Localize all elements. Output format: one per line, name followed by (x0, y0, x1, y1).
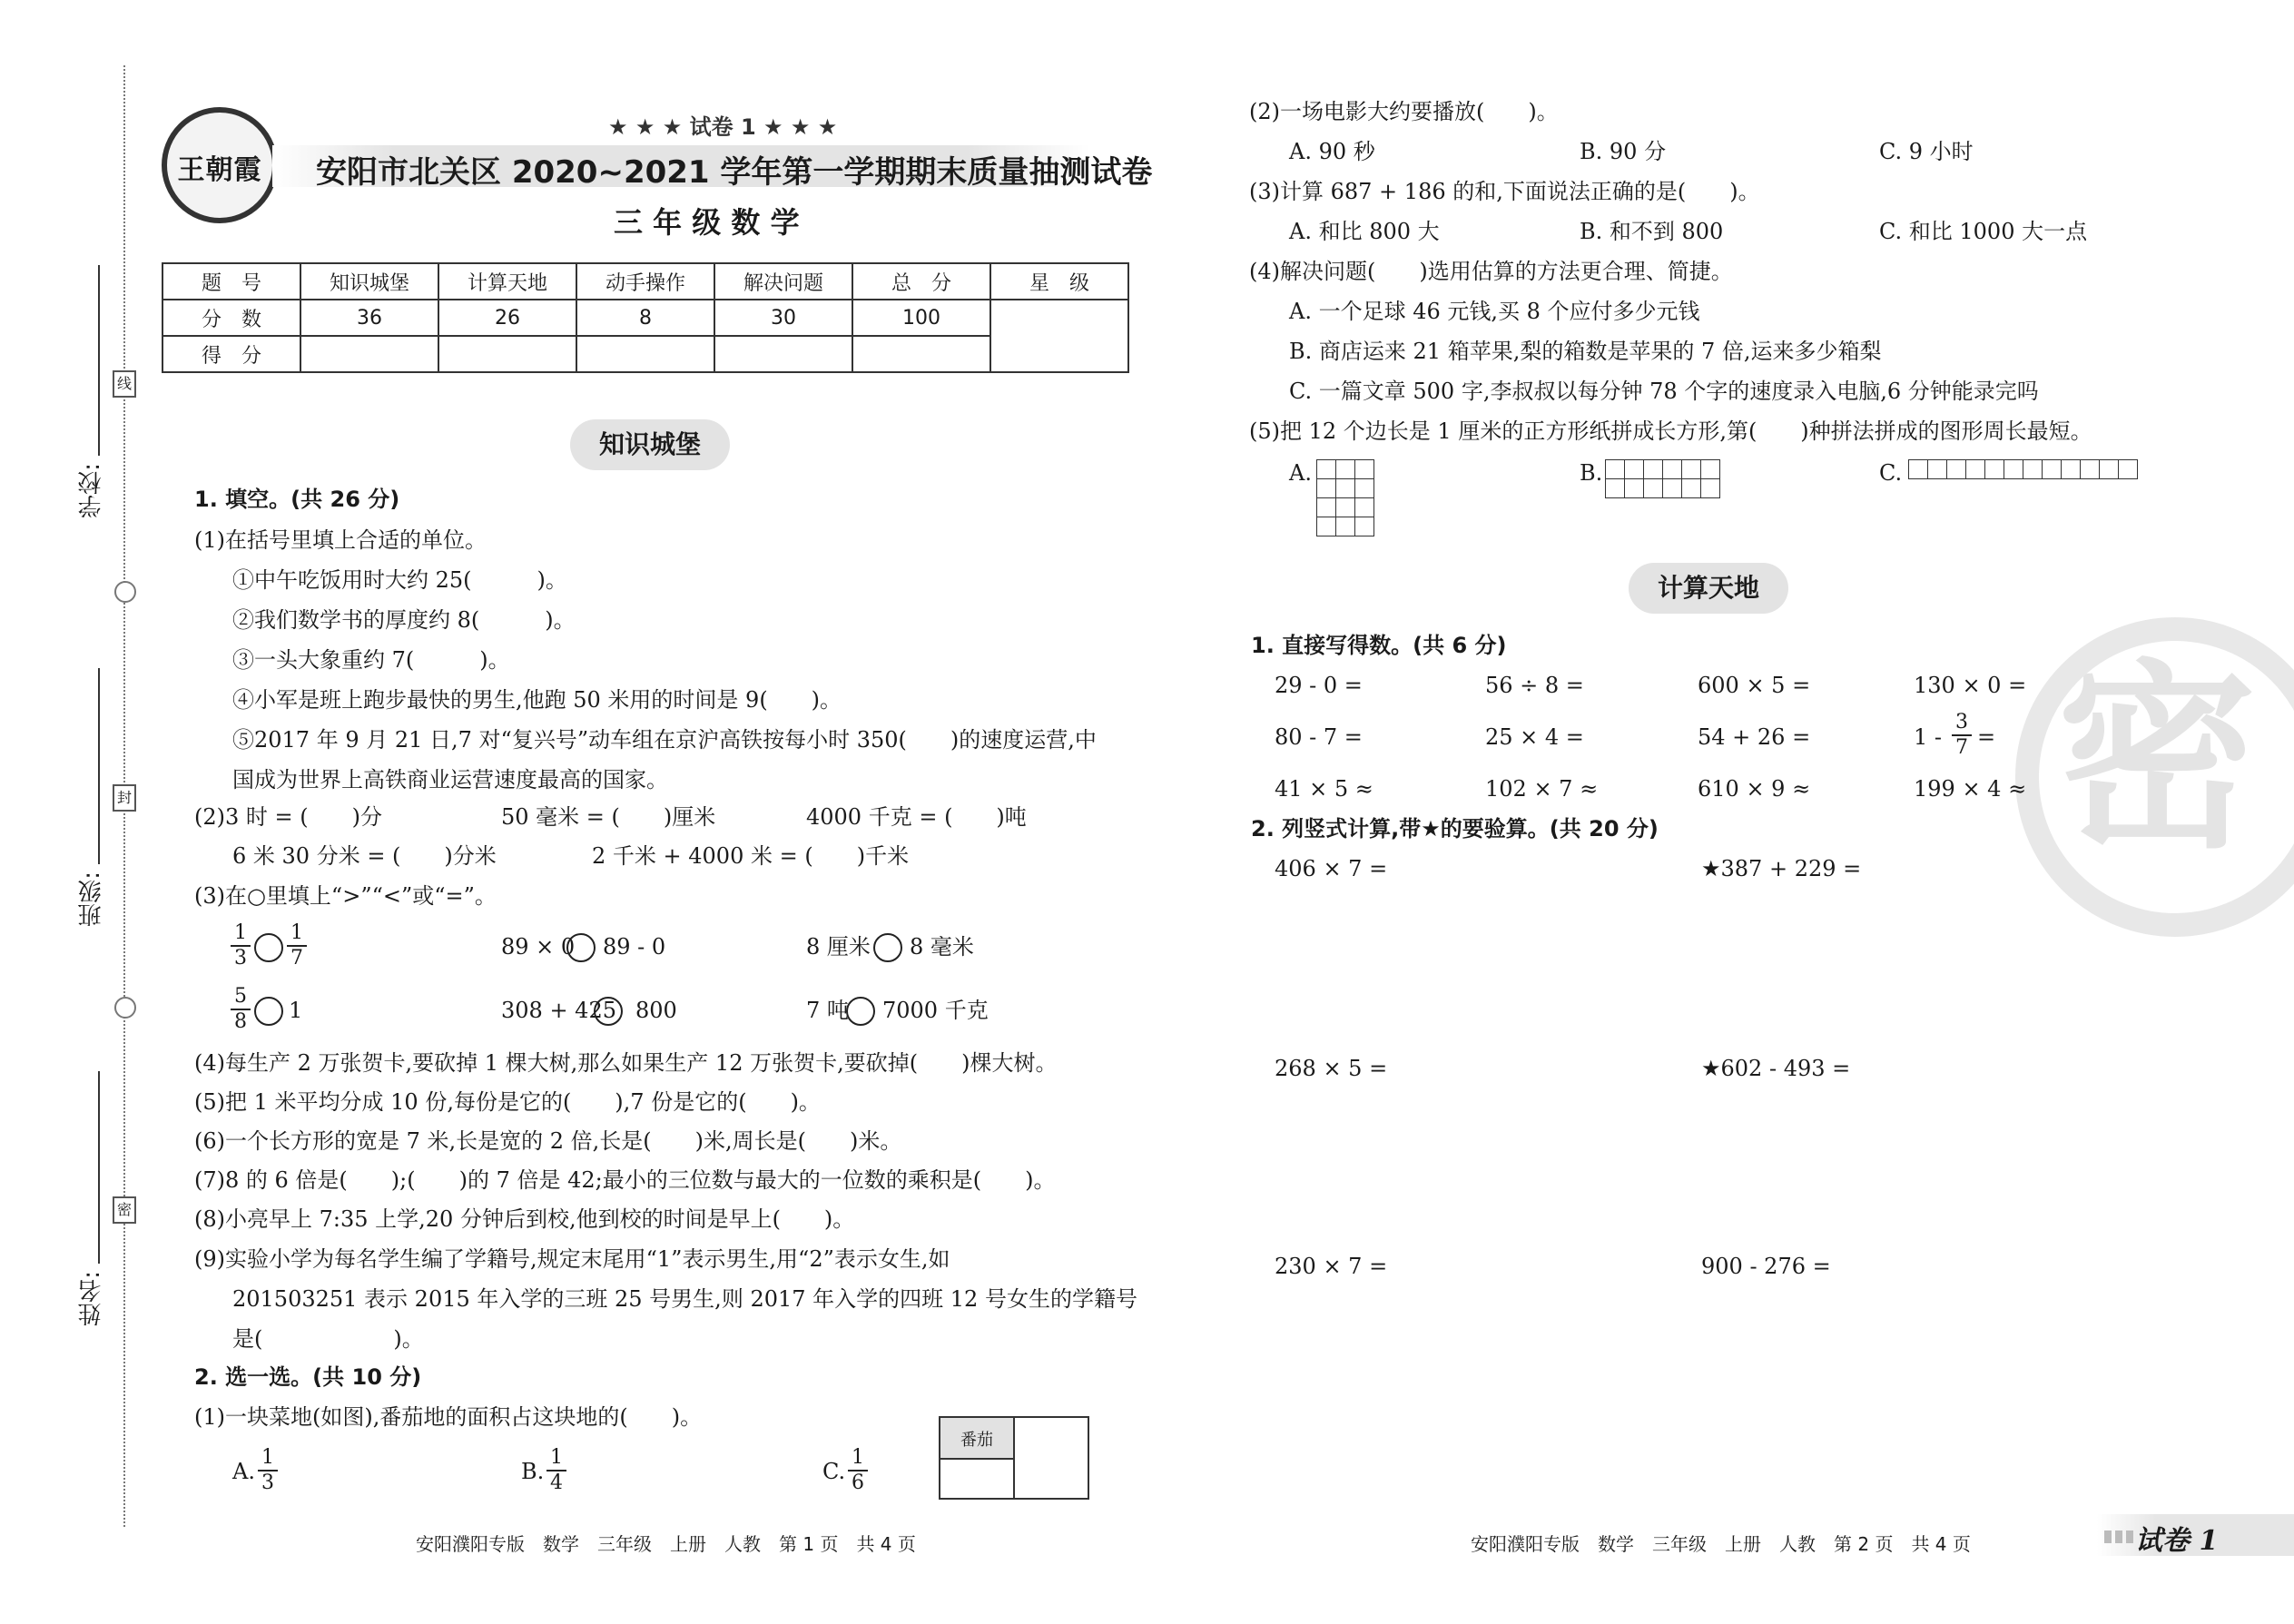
option-c-label[interactable]: C. (822, 1459, 846, 1484)
compare-circle-input[interactable] (254, 997, 283, 1026)
question-1-1c[interactable]: ③一头大象重约 7( )。 (232, 647, 510, 673)
star-level-cell[interactable] (990, 300, 1128, 372)
compare-circle-input[interactable] (566, 933, 596, 962)
fraction[interactable]: 1 3 (258, 1447, 278, 1494)
name-underline (98, 1071, 100, 1264)
option-2-3a[interactable]: A. 和比 800 大 (1289, 219, 1440, 244)
corner-tag-text: 试卷 1 (2135, 1525, 2219, 1557)
table-cell: 8 (576, 300, 714, 336)
compare-right: 89 - 0 (603, 934, 666, 960)
footer-page-2: 安阳濮阳专版 数学 三年级 上册 人教 第 2 页 共 4 页 (1471, 1533, 1971, 1555)
question-2-2[interactable]: (2)一场电影大约要播放( )。 (1249, 99, 1559, 124)
exam-subtitle: 三 年 级 数 学 (614, 205, 800, 240)
calc-frac-prefix[interactable]: 1 - (1914, 724, 1943, 750)
vertical-calc-item[interactable]: ★602 - 493 = (1701, 1056, 1851, 1081)
table-cell: 26 (438, 300, 576, 336)
option-2-5c[interactable]: C. (1879, 460, 1903, 486)
calc-item[interactable]: 25 × 4 = (1485, 724, 1584, 750)
fraction: 1 3 (231, 922, 251, 969)
table-cell: 36 (300, 300, 438, 336)
vertical-calc-item[interactable]: ★387 + 229 = (1701, 856, 1862, 881)
watermark-text: 密 (2057, 643, 2258, 875)
tomato-label: 番茄 (960, 1431, 993, 1450)
option-2-2a[interactable]: A. 90 秒 (1289, 139, 1375, 164)
binding-mark-secret: 密 (113, 1196, 136, 1224)
vertical-calc-item[interactable]: 268 × 5 = (1275, 1056, 1388, 1081)
exam-title: 安阳市北关区 2020~2021 学年第一学期期末质量抽测试卷 (316, 154, 1153, 191)
school-underline (98, 265, 100, 456)
score-input-cell[interactable] (438, 336, 576, 372)
binding-hole-icon (114, 997, 136, 1019)
class-underline (98, 668, 100, 864)
calc-1-heading: 1. 直接写得数。(共 6 分) (1251, 633, 1507, 658)
option-2-2c[interactable]: C. 9 小时 (1879, 139, 1974, 164)
field-divider (1013, 1458, 1015, 1498)
table-cell: 星 级 (990, 263, 1128, 300)
option-2-3b[interactable]: B. 和不到 800 (1580, 219, 1724, 244)
fraction: 5 8 (231, 986, 251, 1033)
question-1-2c[interactable]: 4000 千克 = ( )吨 (806, 804, 1027, 830)
calc-item[interactable]: 600 × 5 = (1698, 673, 1811, 698)
option-2-4b[interactable]: B. 商店运来 21 箱苹果,梨的箱数是苹果的 7 倍,运来多少箱梨 (1289, 339, 1882, 364)
question-1-1d[interactable]: ④小军是班上跑步最快的男生,他跑 50 米用的时间是 9( )。 (232, 687, 842, 713)
footer-page-1: 安阳濮阳专版 数学 三年级 上册 人教 第 1 页 共 4 页 (416, 1533, 916, 1555)
calc-item[interactable]: 610 × 9 ≈ (1698, 776, 1811, 802)
logo-seal (162, 107, 278, 223)
calc-2-heading: 2. 列竖式计算,带★的要验算。(共 20 分) (1251, 816, 1659, 842)
question-2-4[interactable]: (4)解决问题( )选用估算的方法更合理、简捷。 (1249, 259, 1733, 284)
class-label: 班级: (78, 871, 105, 927)
compare-right: 800 (635, 998, 677, 1023)
question-1-5[interactable]: (5)把 1 米平均分成 10 份,每份是它的( ),7 份是它的( )。 (194, 1089, 821, 1115)
compare-left: 308 + 425 (501, 998, 616, 1023)
score-input-cell[interactable] (576, 336, 714, 372)
question-1-1e[interactable]: ⑤2017 年 9 月 21 日,7 对“复兴号”动车组在京沪高铁按每小时 350( )的速度运营,中 (232, 727, 1097, 753)
calc-item[interactable]: 54 + 26 = (1698, 724, 1811, 750)
table-cell: 题 号 (162, 263, 300, 300)
question-1-1e-cont: 国成为世界上高铁商业运营速度最高的国家。 (232, 767, 668, 792)
question-1-1b[interactable]: ②我们数学书的厚度约 8( )。 (232, 607, 576, 633)
table-row (162, 336, 1128, 372)
option-2-4a[interactable]: A. 一个足球 46 元钱,买 8 个应付多少元钱 (1289, 299, 1700, 324)
vertical-calc-item[interactable]: 406 × 7 = (1275, 856, 1388, 881)
score-input-cell[interactable] (300, 336, 438, 372)
question-1-9: (9)实验小学为每名学生编了学籍号,规定末尾用“1”表示男生,用“2”表示女生,如 (194, 1246, 950, 1272)
section-title-knowledge: 知识城堡 (570, 419, 730, 470)
question-1-1a[interactable]: ①中午吃饭用时大约 25( )。 (232, 567, 567, 593)
vegetable-field-figure (939, 1416, 1089, 1500)
question-1-2e[interactable]: 2 千米 + 4000 米 = ( )千米 (592, 843, 910, 869)
calc-item[interactable]: 56 ÷ 8 = (1485, 673, 1584, 698)
question-1-2b[interactable]: 50 毫米 = ( )厘米 (501, 804, 716, 830)
question-2-3[interactable]: (3)计算 687 + 186 的和,下面说法正确的是( )。 (1249, 179, 1760, 204)
calc-item[interactable]: 80 - 7 = (1275, 724, 1363, 750)
corner-tag-squares (2104, 1530, 2135, 1543)
binding-mark-line: 线 (113, 370, 136, 398)
compare-left: 89 × 0 (501, 934, 576, 960)
question-1-6[interactable]: (6)一个长方形的宽是 7 米,长是宽的 2 倍,长是( )米,周长是( )米。 (194, 1128, 902, 1154)
compare-circle-input[interactable] (846, 997, 875, 1026)
score-input-cell[interactable] (714, 336, 852, 372)
binding-hole-icon (114, 581, 136, 603)
option-2-4c[interactable]: C. 一篇文章 500 字,李叔叔以每分钟 78 个字的速度录入电脑,6 分钟能录完吗 (1289, 379, 2039, 404)
table-cell: 计算天地 (438, 263, 576, 300)
fraction[interactable]: 1 6 (848, 1447, 868, 1494)
calc-item[interactable]: 102 × 7 ≈ (1485, 776, 1599, 802)
question-1-4[interactable]: (4)每生产 2 万张贺卡,要砍掉 1 棵大树,那么如果生产 12 万张贺卡,要砍掉( )棵大树。 (194, 1050, 1058, 1076)
compare-circle-input[interactable] (594, 997, 623, 1026)
binding-mark-seal: 封 (113, 784, 136, 812)
table-cell: 解决问题 (714, 263, 852, 300)
question-1-9-cont: 201503251 表示 2015 年入学的三班 25 号男生,则 2017 年入学的四班 12 号女生的学籍号 (232, 1286, 1137, 1312)
option-b-label[interactable]: B. (521, 1459, 545, 1484)
compare-left: 8 厘米 (806, 934, 871, 960)
grid-12x1 (1908, 459, 2138, 479)
question-1-7[interactable]: (7)8 的 6 倍是( );( )的 7 倍是 42;最小的三位数与最大的一位数的乘积是( )。 (194, 1167, 1056, 1193)
grid-6x2 (1605, 459, 1720, 498)
section-title-calculation: 计算天地 (1629, 563, 1788, 614)
question-1-1: (1)在括号里填上合适的单位。 (194, 527, 487, 553)
grid-3x4 (1316, 459, 1374, 536)
fraction[interactable]: 1 4 (546, 1447, 566, 1494)
question-1-8[interactable]: (8)小亮早上 7:35 上学,20 分钟后到校,他到校的时间是早上( )。 (194, 1206, 855, 1232)
school-label: 学校: (78, 463, 105, 518)
fraction: 1 7 (287, 922, 307, 969)
option-2-3c[interactable]: C. 和比 1000 大一点 (1879, 219, 2088, 244)
compare-right: 7000 千克 (882, 998, 989, 1023)
score-input-cell[interactable] (852, 336, 990, 372)
question-1-2d[interactable]: 6 米 30 分米 = ( )分米 (232, 843, 497, 869)
table-cell: 总 分 (852, 263, 990, 300)
logo-text: 王朝霞 (177, 154, 262, 186)
exam-badge: ★ ★ ★ 试卷 1 ★ ★ ★ (608, 114, 838, 140)
fraction: 3 7 (1952, 712, 1972, 759)
table-cell: 动手操作 (576, 263, 714, 300)
question-2-1[interactable]: (1)一块菜地(如图),番茄地的面积占这块地的( )。 (194, 1404, 703, 1430)
table-cell: 得 分 (162, 336, 300, 372)
watermark-seal (2015, 617, 2294, 937)
question-1-heading: 1. 填空。(共 26 分) (194, 487, 400, 512)
score-table (162, 262, 1129, 373)
option-a-label[interactable]: A. (232, 1459, 255, 1484)
question-2-5[interactable]: (5)把 12 个边长是 1 厘米的正方形纸拼成长方形,第( )种拼法拼成的图形周长最短。 (1249, 418, 2092, 444)
table-cell: 30 (714, 300, 852, 336)
vertical-calc-item[interactable]: 230 × 7 = (1275, 1254, 1388, 1279)
compare-right: 8 毫米 (910, 934, 974, 960)
compare-circle-input[interactable] (254, 933, 283, 962)
vertical-calc-item[interactable]: 900 - 276 = (1701, 1254, 1831, 1279)
option-2-5b[interactable]: B. (1580, 460, 1603, 486)
compare-circle-input[interactable] (873, 933, 902, 962)
calc-item[interactable]: 130 × 0 = (1914, 673, 2027, 698)
compare-right: 1 (289, 998, 303, 1023)
compare-left: 7 吨 (806, 998, 849, 1023)
calc-frac-equals: = (1977, 724, 1996, 750)
table-cell: 100 (852, 300, 990, 336)
calc-item[interactable]: 199 × 4 ≈ (1914, 776, 2027, 802)
calc-item[interactable]: 41 × 5 ≈ (1275, 776, 1373, 802)
question-2-heading: 2. 选一选。(共 10 分) (194, 1364, 422, 1390)
table-row (162, 263, 1128, 300)
table-row (162, 300, 1128, 336)
option-2-2b[interactable]: B. 90 分 (1580, 139, 1667, 164)
option-2-5a[interactable]: A. (1289, 460, 1312, 486)
table-cell: 分 数 (162, 300, 300, 336)
question-1-2a[interactable]: (2)3 时 = ( )分 (194, 804, 382, 830)
question-1-9-answer[interactable]: 是( )。 (232, 1326, 424, 1352)
table-cell: 知识城堡 (300, 263, 438, 300)
calc-item[interactable]: 29 - 0 = (1275, 673, 1363, 698)
name-label: 姓名: (78, 1271, 105, 1326)
question-1-3: (3)在○里填上“>”“<”或“=”。 (194, 883, 497, 909)
